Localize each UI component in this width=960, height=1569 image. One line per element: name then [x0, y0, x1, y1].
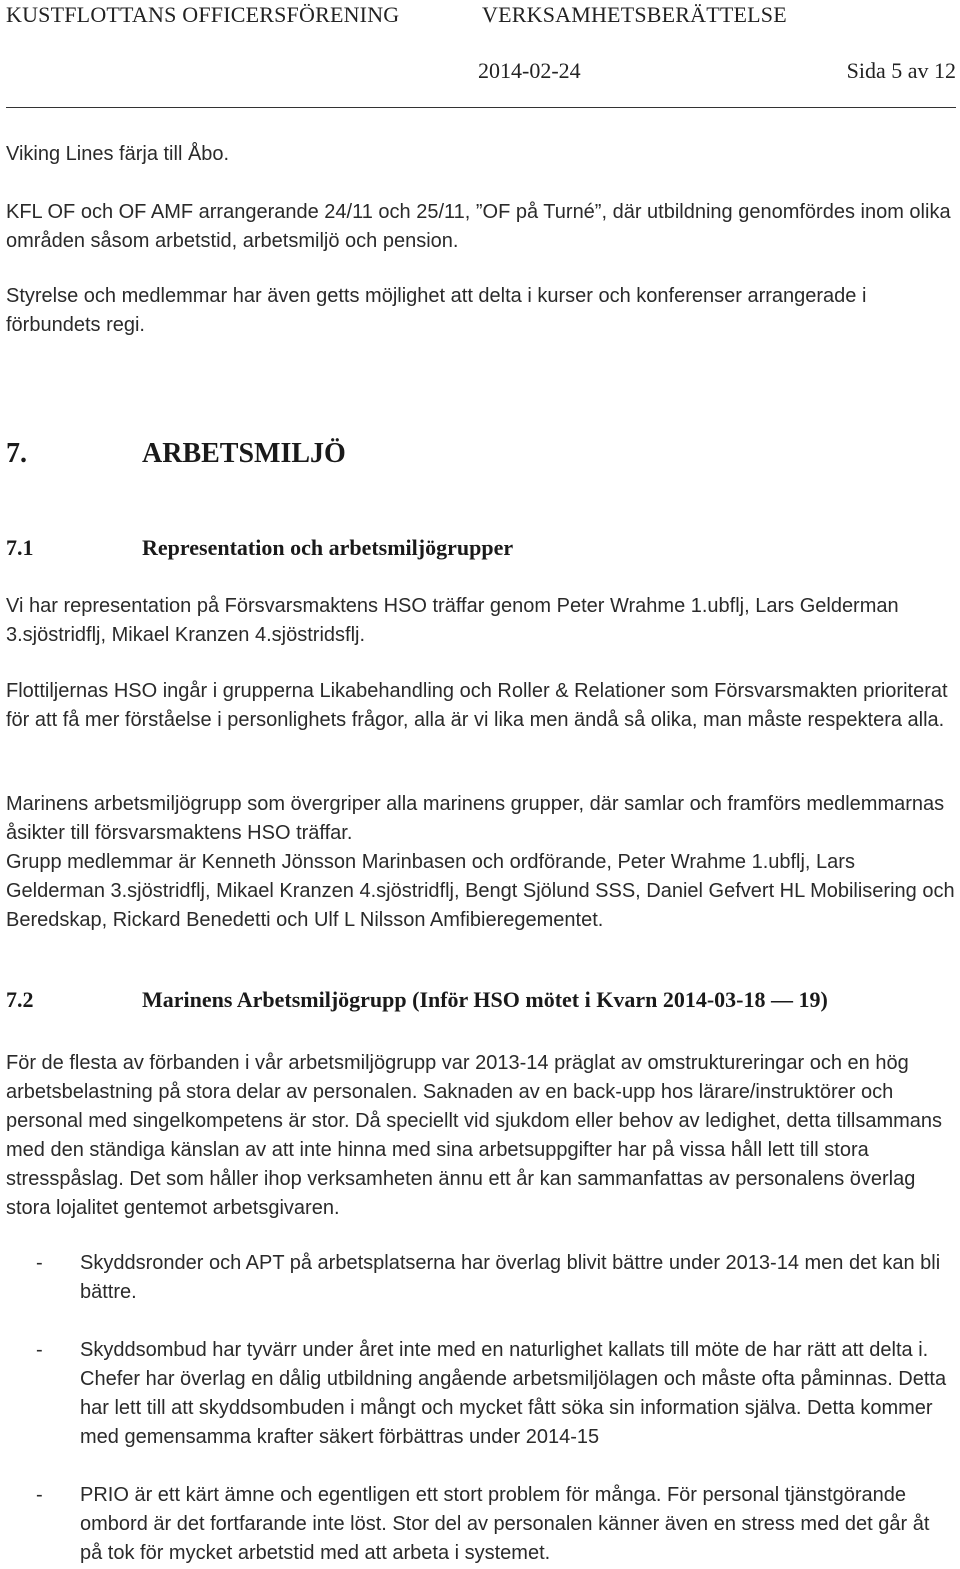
header-divider: [6, 107, 956, 108]
section-7-2-title: Marinens Arbetsmiljögrupp (Inför HSO mötet i Kvarn 2014-03-18 — 19): [142, 987, 828, 1012]
section-7-2-paragraph-1: För de flesta av förbanden i vår arbetsmiljögrupp var 2013-14 präglat av omstruktureringar och en hög arbetsbelastning på stora delar av personalen. Saknaden av en back-upp hos lärare/instruktörer och personal med singelkompetens är stor. Då speciellt vid sjukdom eller behov av ledighet, detta tillsammans med den ständiga känslan av att inte hinna med sina arbetsuppgifter har på vissa håll lett till stora stresspåslag. Det som håller ihop verksamheten ännu ett år kan sammanfattas av personalens överlag stora lojalitet gentemot arbetsgivaren.: [6, 1052, 943, 1219]
intro-paragraph-2: KFL OF och OF AMF arrangerande 24/11 och 25/11, ”OF på Turné”, där utbildning genomfördes inom olika områden såsom arbetstid, arbetsmiljö och pension.: [6, 201, 951, 252]
list-dash: -: [36, 1484, 43, 1506]
section-7-1-number: 7.1: [6, 535, 34, 560]
section-7-1-paragraph-2: Flottiljernas HSO ingår i grupperna Likabehandling och Roller & Relationer som Försvarsmakten prioriterat för att få mer förståelse i personlighets frågor, alla är vi lika men ändå så olika, man måste respektera alla.: [6, 680, 948, 731]
list-dash: -: [36, 1252, 43, 1274]
intro-paragraph-3: Styrelse och medlemmar har även getts möjlighet att delta i kurser och konferenser arrangerade i förbundets regi.: [6, 285, 867, 336]
list-item-text: Skyddsronder och APT på arbetsplatserna har överlag blivit bättre under 2013-14 men det kan bli bättre.: [80, 1252, 941, 1303]
section-7-number: 7.: [6, 438, 27, 469]
intro-paragraph-1: Viking Lines färja till Åbo.: [6, 143, 230, 165]
section-7-1-title: Representation och arbetsmiljögrupper: [142, 535, 514, 560]
header-date: 2014-02-24: [478, 58, 581, 83]
header-organization: KUSTFLOTTANS OFFICERSFÖRENING: [6, 2, 400, 27]
list-item-text: Skyddsombud har tyvärr under året inte med en naturlighet kallats till möte de har rätt att delta i. Chefer har överlag en dålig utbildning angående arbetsmiljölagen och måste ofta påminnas. Detta har lett till att skyddsombuden i mångt och mycket fått söka sin information själva. Detta kommer med gemensamma krafter säkert förbättras under 2014-15: [80, 1339, 947, 1448]
section-7-1-paragraph-1: Vi har representation på Försvarsmaktens HSO träffar genom Peter Wrahme 1.ubflj, Lars Gelderman 3.sjöstridflj, Mikael Kranzen 4.sjöstridsflj.: [6, 595, 899, 646]
list-item-text: PRIO är ett kärt ämne och egentligen ett stort problem för många. För personal tjänstgörande ombord är det fortfarande inte löst. Stor del av personalen känner även en stress med det går åt på tok för mycket arbetstid med att arbeta i systemet.: [80, 1484, 930, 1564]
section-7-1-paragraph-4: Grupp medlemmar är Kenneth Jönsson Marinbasen och ordförande, Peter Wrahme 1.ubflj, Lars Gelderman 3.sjöstridflj, Mikael Kranzen 4.sjöstridflj, Bengt Sjölund SSS, Daniel Gefvert HL Mobilisering och Beredskap, Rickard Benedetti och Ulf L Nilsson Amfibieregementet.: [6, 851, 955, 931]
header-document-title: VERKSAMHETSBERÄTTELSE: [482, 2, 787, 27]
section-7-2-number: 7.2: [6, 987, 34, 1012]
section-7-title: ARBETSMILJÖ: [142, 438, 346, 469]
list-dash: -: [36, 1339, 43, 1361]
header-page-number: Sida 5 av 12: [846, 58, 956, 83]
section-7-1-paragraph-3: Marinens arbetsmiljögrupp som övergriper alla marinens grupper, där samlar och framförs medlemmarnas åsikter till försvarsmaktens HSO träffar.: [6, 793, 945, 844]
header-meta: [0, 58, 956, 88]
